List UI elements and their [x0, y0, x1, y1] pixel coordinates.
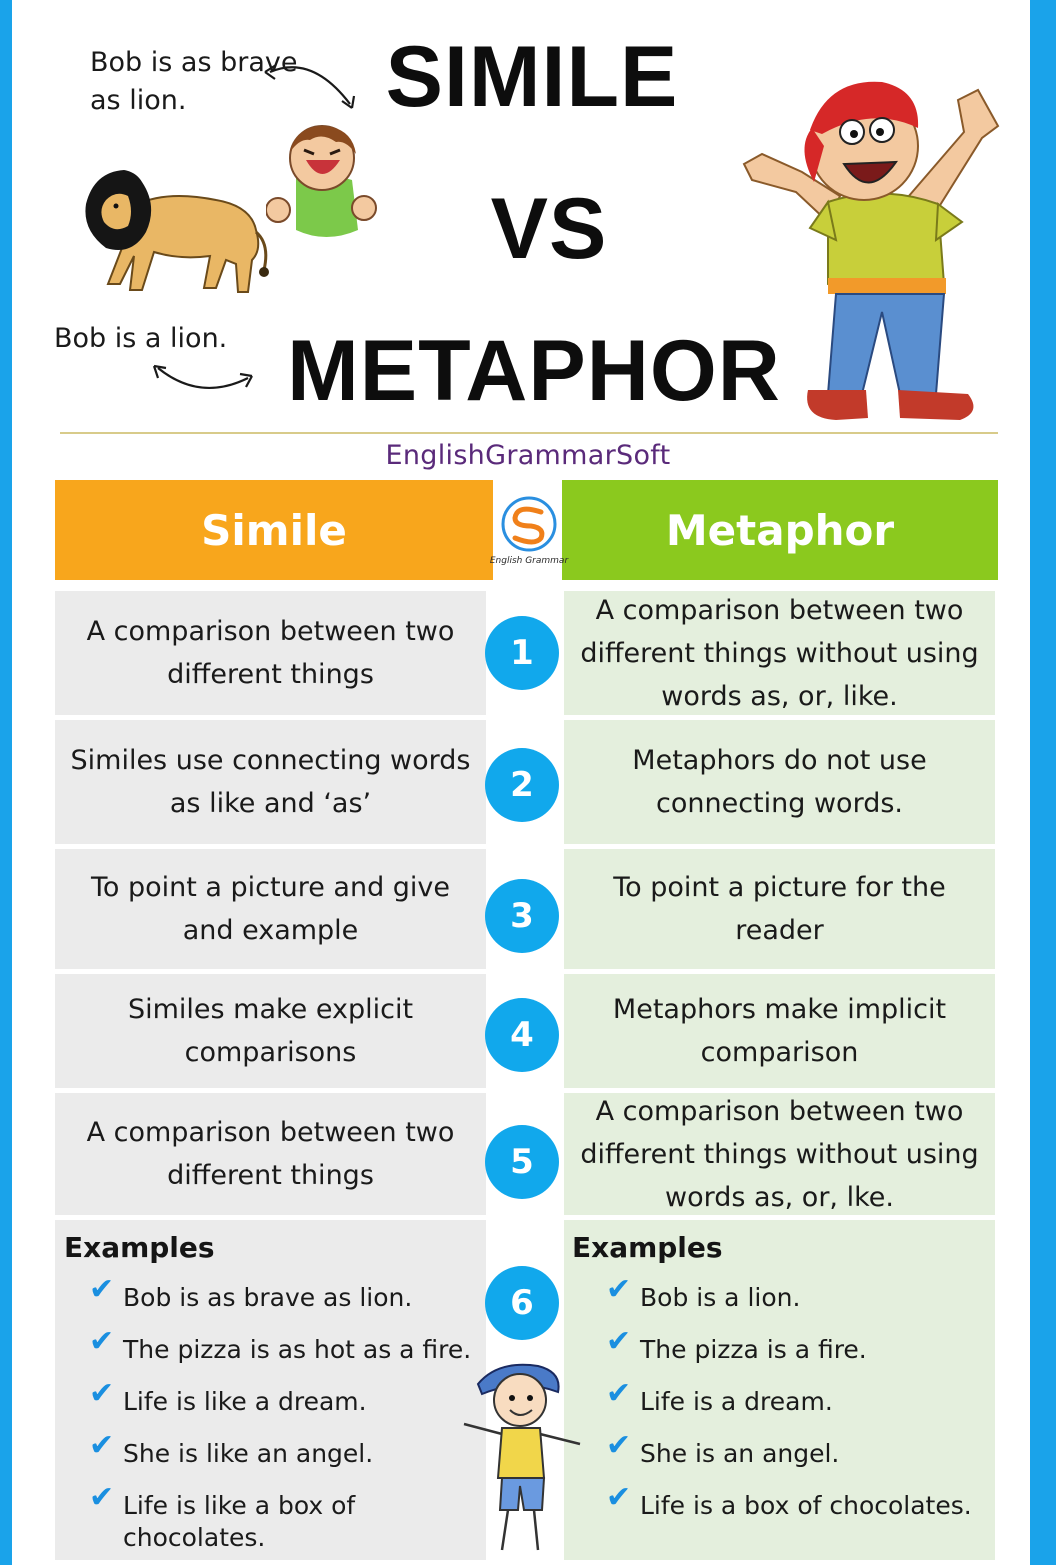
simile-examples-cell	[55, 1220, 486, 1560]
check-icon: ✔	[606, 1324, 632, 1359]
curved-arrow-icon	[262, 60, 362, 112]
row-number-badge: 1	[485, 616, 559, 690]
example-item	[89, 1324, 486, 1386]
check-icon: ✔	[606, 1272, 632, 1307]
title-metaphor: METAPHOR	[287, 323, 781, 419]
example-text: Life is like a dream.	[123, 1387, 367, 1416]
metaphor-cell: To point a picture for the reader	[564, 849, 995, 969]
table-row	[0, 591, 1056, 715]
example-item	[89, 1376, 486, 1438]
check-icon: ✔	[89, 1428, 115, 1463]
example-text: She is like an angel.	[123, 1439, 374, 1468]
laughing-boy-illustration	[266, 118, 378, 268]
row-number-badge: 4	[485, 998, 559, 1072]
brand-name: EnglishGrammarSoft	[385, 440, 671, 471]
examples-row	[0, 1220, 1056, 1560]
check-icon: ✔	[89, 1324, 115, 1359]
check-icon: ✔	[89, 1376, 115, 1411]
example-item	[606, 1324, 972, 1386]
stick-boy-illustration	[458, 1360, 596, 1560]
check-icon: ✔	[606, 1428, 632, 1463]
simile-cell: A comparison between two different things	[55, 591, 486, 715]
example-text: Life is like a box of chocolates.	[123, 1491, 356, 1552]
header-simile: Simile	[55, 480, 493, 580]
check-icon: ✔	[89, 1480, 115, 1515]
curved-arrow-icon	[150, 360, 258, 396]
example-item	[89, 1272, 486, 1334]
caption-simile: Bob is as brave as lion.	[90, 47, 298, 116]
check-icon: ✔	[606, 1376, 632, 1411]
brand-logo-icon	[491, 490, 567, 576]
example-text: Life is a box of chocolates.	[640, 1491, 972, 1520]
metaphor-examples-list	[606, 1272, 972, 1542]
example-text: The pizza is as hot as a fire.	[123, 1335, 472, 1364]
logo-text: English Grammar	[489, 556, 569, 566]
header-metaphor: Metaphor	[562, 480, 998, 580]
simile-cell: A comparison between two different things	[55, 1093, 486, 1215]
metaphor-cell: Metaphors make implicit comparison	[564, 974, 995, 1088]
caption-metaphor: Bob is a lion.	[54, 323, 228, 354]
lion-illustration	[76, 160, 272, 300]
examples-title: Examples	[572, 1231, 723, 1264]
simile-examples-list	[89, 1272, 486, 1552]
table-row	[0, 849, 1056, 969]
divider	[60, 432, 998, 434]
table-row	[0, 720, 1056, 844]
metaphor-cell: A comparison between two different things without using words as, or, lke.	[564, 1093, 995, 1215]
table-row	[0, 1093, 1056, 1215]
example-item	[606, 1376, 972, 1438]
examples-title: Examples	[64, 1231, 215, 1264]
example-item	[89, 1480, 486, 1552]
cartoon-boy-illustration	[732, 72, 1004, 428]
example-item	[89, 1428, 486, 1490]
row-number-badge: 5	[485, 1125, 559, 1199]
example-text: Life is a dream.	[640, 1387, 833, 1416]
title-vs: VS	[490, 181, 608, 277]
check-icon: ✔	[606, 1480, 632, 1515]
logo-mark-icon	[491, 490, 567, 556]
row-number-badge: 2	[485, 748, 559, 822]
simile-cell: Similes make explicit comparisons	[55, 974, 486, 1088]
row-number-badge: 3	[485, 879, 559, 953]
example-text: She is an angel.	[640, 1439, 840, 1468]
example-item	[606, 1480, 972, 1542]
title-simile: SIMILE	[385, 29, 679, 125]
metaphor-examples-cell	[564, 1220, 995, 1560]
example-text: Bob is as brave as lion.	[123, 1283, 413, 1312]
example-text: The pizza is a fire.	[640, 1335, 867, 1364]
example-item	[606, 1272, 972, 1334]
example-item	[606, 1428, 972, 1490]
simile-cell: Similes use connecting words as like and ‘as’	[55, 720, 486, 844]
example-text: Bob is a lion.	[640, 1283, 801, 1312]
metaphor-cell: A comparison between two different things without using words as, or, like.	[564, 591, 995, 715]
row-number-badge: 6	[485, 1266, 559, 1340]
simile-cell: To point a picture and give and example	[55, 849, 486, 969]
check-icon: ✔	[89, 1272, 115, 1307]
metaphor-cell: Metaphors do not use connecting words.	[564, 720, 995, 844]
table-row	[0, 974, 1056, 1088]
